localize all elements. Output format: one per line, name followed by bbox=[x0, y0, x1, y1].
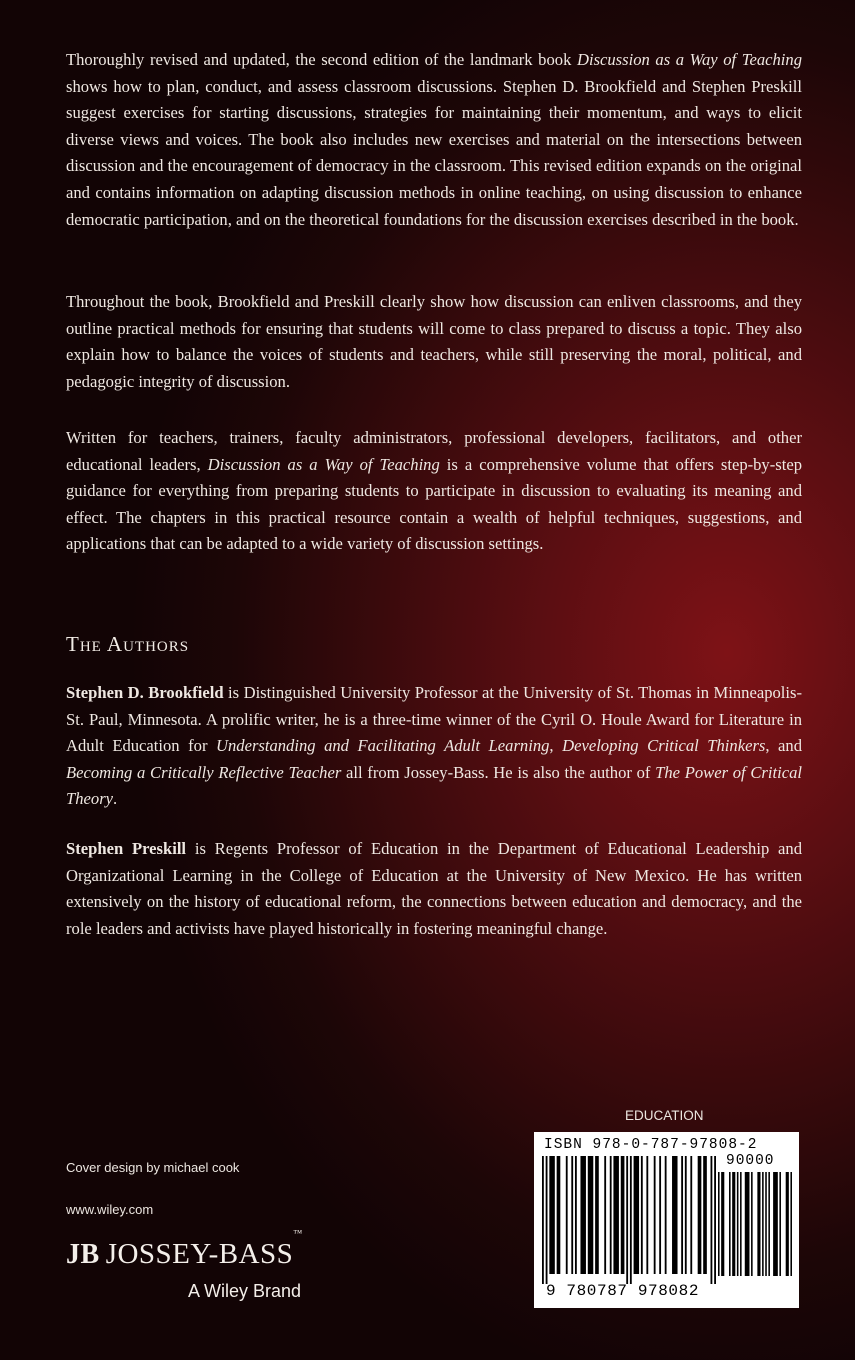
barcode-bar bbox=[672, 1156, 677, 1274]
barcode-bar bbox=[737, 1172, 739, 1276]
book-title: Becoming a Critically Reflective Teacher bbox=[66, 762, 342, 782]
barcode-bar bbox=[646, 1156, 648, 1274]
barcode-bar bbox=[698, 1156, 702, 1274]
p3-book-title: Discussion as a Way of Teaching bbox=[207, 454, 440, 474]
publisher-subtitle: A Wiley Brand bbox=[188, 1281, 302, 1301]
barcode-bar bbox=[542, 1156, 544, 1284]
p1-book-title: Discussion as a Way of Teaching bbox=[576, 50, 802, 69]
barcode-bar bbox=[595, 1156, 599, 1274]
description-paragraph-1 bbox=[66, 47, 802, 233]
barcode-box bbox=[534, 1132, 799, 1308]
bio-text: is Regents Professor of Education in the Department of Educational Leadership and Organizational Learning in the College of Education at the University of New Mexico. He has written extensively on the history of educational reform, the connections between education and democracy, and the role leaders and activists have played historically in fostering meaningful change. bbox=[66, 839, 803, 938]
barcode-bar bbox=[732, 1172, 735, 1276]
ean-digits: 9 780787 978082 bbox=[546, 1282, 700, 1300]
barcode-bar bbox=[604, 1156, 606, 1274]
jb-monogram-icon: JB bbox=[66, 1238, 100, 1270]
barcode-bar bbox=[790, 1172, 792, 1276]
book-title: The Power of Critical Theory bbox=[66, 762, 802, 809]
barcode-bar bbox=[626, 1156, 628, 1284]
isbn-label: ISBN 978-0-787-97808-2 bbox=[544, 1137, 758, 1153]
ean-barcode bbox=[542, 1156, 716, 1286]
price-code: 90000 bbox=[726, 1153, 775, 1169]
barcode-bar bbox=[711, 1156, 713, 1284]
barcode-bar bbox=[665, 1156, 667, 1274]
p3-text-1: Written for teachers, trainers, faculty administrators, professional developers, facilitators, and other educational leaders, bbox=[66, 428, 802, 474]
p3-text-2: is a comprehensive volume that offers step-by-step guidance for everything from preparing students to participate in discussion to evaluating its meaning and effect. The chapters in this practical resource contain a wealth of helpful techniques, suggestions, and applications that can be adapted to a wide variety of discussion settings. bbox=[66, 454, 802, 554]
barcode-bar bbox=[718, 1172, 720, 1276]
p1-text-1: Thoroughly revised and updated, the second edition of the landmark book bbox=[66, 50, 577, 69]
barcode-bar bbox=[566, 1156, 568, 1274]
barcode-bar bbox=[786, 1172, 789, 1276]
p1-text-2: shows how to plan, conduct, and assess classroom discussions. Stephen D. Brookfield and Stephen Preskill suggest exercises for starting discussions, strategies for maintaining their momentum, and ways to elicit diverse views and voices. The book also includes new exercises and material on the intersections between discussion and the encouragement of democracy in the classroom. This revised edition expands on the original and contains information on adapting discussion methods in online teaching, on using discussion to enhance democratic participation, and on the theoretical foundations for the discussion exercises described in the book. bbox=[66, 76, 802, 229]
barcode-bar bbox=[751, 1172, 753, 1276]
price-barcode bbox=[718, 1172, 792, 1276]
author-bio-brookfield bbox=[66, 680, 802, 813]
barcode-bar bbox=[610, 1156, 612, 1274]
barcode-bar bbox=[546, 1156, 548, 1284]
description-paragraph-3 bbox=[66, 425, 802, 558]
trademark-symbol: ™ bbox=[293, 1228, 303, 1238]
publisher-wordmark bbox=[66, 1228, 303, 1271]
barcode-bar bbox=[634, 1156, 639, 1274]
publisher-logo bbox=[66, 1228, 336, 1308]
barcode-bar bbox=[762, 1172, 764, 1276]
bio-text: , and bbox=[765, 736, 802, 756]
barcode-bar bbox=[557, 1156, 561, 1274]
barcode-bar bbox=[580, 1156, 585, 1274]
barcode-bar bbox=[654, 1156, 656, 1274]
book-title: Developing Critical Thinkers bbox=[562, 736, 766, 756]
cover-credit: Cover design by michael cook bbox=[66, 1160, 240, 1175]
barcode-bar bbox=[549, 1156, 554, 1274]
barcode-bar bbox=[745, 1172, 750, 1276]
website-url: www.wiley.com bbox=[66, 1202, 154, 1217]
bio-text: . bbox=[113, 789, 118, 809]
bio-text: all from Jossey-Bass. He is also the author of bbox=[341, 762, 656, 782]
bio-text: , bbox=[549, 736, 563, 756]
category-label: EDUCATION bbox=[625, 1108, 704, 1123]
barcode-bar bbox=[757, 1172, 760, 1276]
barcode-bar bbox=[729, 1172, 731, 1276]
publisher-name bbox=[105, 1228, 303, 1271]
barcode-bar bbox=[681, 1156, 683, 1274]
author-name-brookfield: Stephen D. Brookfield bbox=[66, 683, 224, 702]
author-bio-preskill bbox=[66, 836, 802, 942]
barcode-bar bbox=[714, 1156, 716, 1284]
barcode-bar bbox=[685, 1156, 687, 1274]
author-name-preskill: Stephen Preskill bbox=[66, 839, 187, 858]
barcode-bar bbox=[630, 1156, 632, 1284]
barcode-bar bbox=[588, 1156, 593, 1274]
barcode-bar bbox=[613, 1156, 618, 1274]
barcode-bar bbox=[740, 1172, 742, 1276]
book-title: Understanding and Facilitating Adult Learning bbox=[216, 736, 550, 756]
barcode-bar bbox=[773, 1172, 778, 1276]
authors-heading: The Authors bbox=[66, 632, 190, 656]
barcode-bar bbox=[575, 1156, 577, 1274]
barcode-bar bbox=[721, 1172, 724, 1276]
description-paragraph-2: Throughout the book, Brookfield and Preskill clearly show how discussion can enliven classrooms, and they outline practical methods for ensuring that students will come to class prepared to discuss a topic. They also explain how to balance the voices of students and teachers, while still preserving the moral, political, and pedagogic integrity of discussion. bbox=[66, 292, 802, 391]
barcode-bar bbox=[571, 1156, 573, 1274]
barcode-bar bbox=[768, 1172, 770, 1276]
barcode-bar bbox=[659, 1156, 661, 1274]
barcode-bar bbox=[703, 1156, 707, 1274]
barcode-bar bbox=[690, 1156, 692, 1274]
barcode-bar bbox=[641, 1156, 643, 1274]
bio-text: is Distinguished University Professor at the University of St. Thomas in Minneapolis-St. Paul, Minnesota. A prolific writer, he is a three-time winner of the Cyril O. Houle Award for Literature in Adult Education for bbox=[66, 683, 802, 756]
barcode-bar bbox=[621, 1156, 625, 1274]
barcode-bar bbox=[779, 1172, 781, 1276]
publisher-name-text: JOSSEY-BASS bbox=[105, 1238, 294, 1270]
barcode-bar bbox=[765, 1172, 767, 1276]
